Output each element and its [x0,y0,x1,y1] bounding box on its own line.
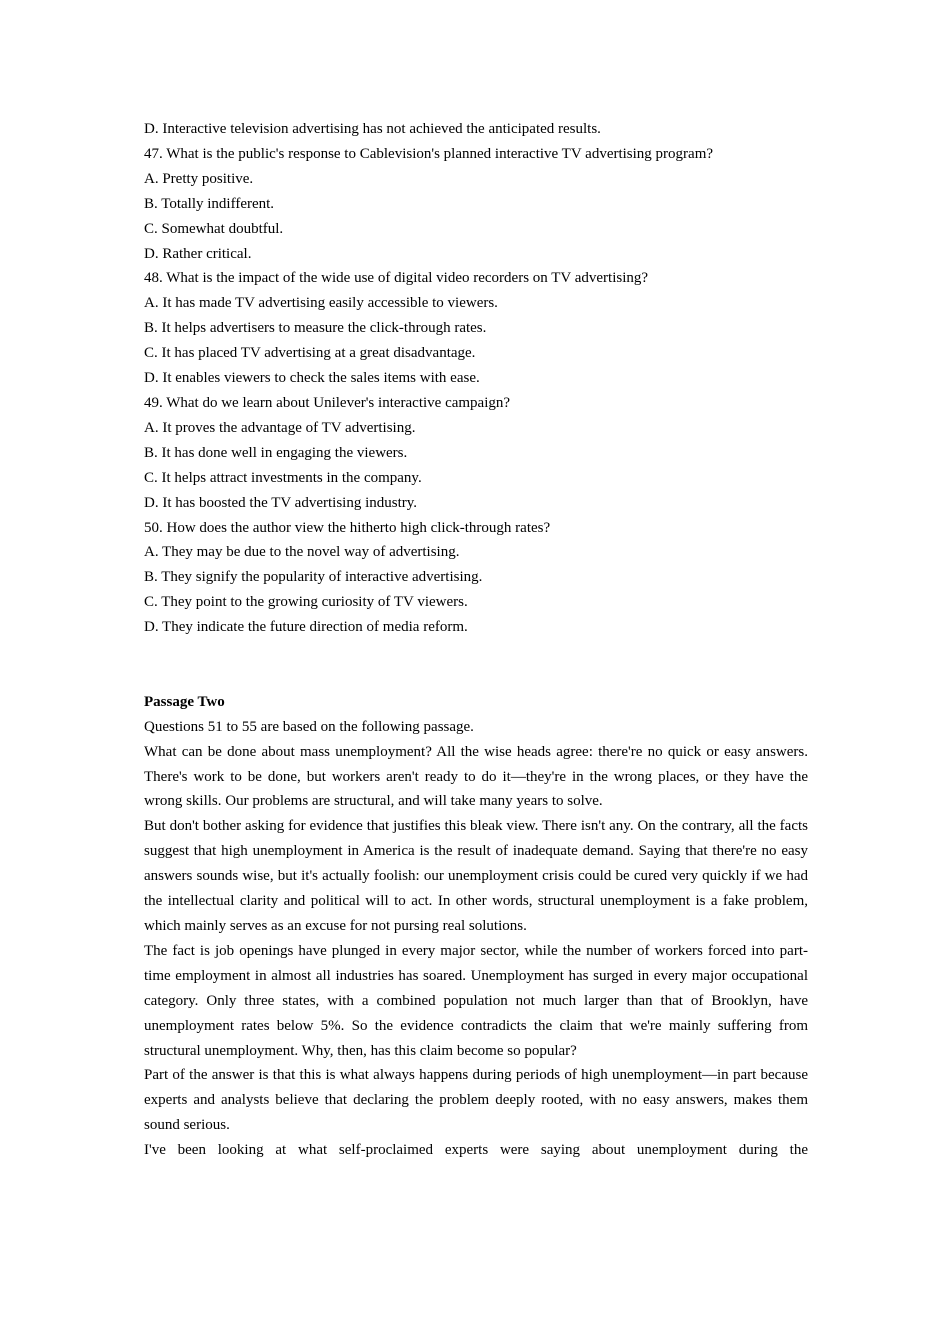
option-d: D. It enables viewers to check the sales items with ease. [144,370,480,387]
passage-paragraph: But don't bother asking for evidence that justifies this bleak view. There isn't any. On the contrary, all the facts suggest that high unemployment in America is the result of inadequate demand. Saying that there're no easy answers sounds wise, but it's actually foolish: our unemployment crisis could be cured very quickly if we had the intellectual clarity and political will to act. In other words, structural unemployment is a fake problem, which mainly serves as an excuse for not pursing real solutions. [144,818,808,934]
question-48 [144,266,808,391]
question-stem: 49. What do we learn about Unilever's interactive campaign? [144,394,511,411]
option-d: D. It has boosted the TV advertising industry. [144,494,418,511]
question-stem: 48. What is the impact of the wide use of digital video recorders on TV advertising? [144,270,649,287]
question-50 [144,516,808,641]
passage-paragraph: I've been looking at what self-proclaimed experts were saying about unemployment during the [144,1142,808,1159]
option-d: D. They indicate the future direction of media reform. [144,619,468,636]
option-c: C. They point to the growing curiosity of TV viewers. [144,594,468,611]
document-page [144,117,808,1163]
section-spacer [144,640,808,690]
passage-intro: Questions 51 to 55 are based on the following passage. [144,718,474,735]
question-stem: 50. How does the author view the hitherto high click-through rates? [144,519,551,536]
section-heading: Passage Two [144,693,225,710]
option-b: B. Totally indifferent. [144,195,275,212]
passage-two [144,690,808,1163]
option-a: A. It proves the advantage of TV advertising. [144,419,416,436]
passage-paragraph: What can be done about mass unemployment? All the wise heads agree: there're no quick or easy answers. There's work to be done, but workers aren't ready to do it—they're in the wrong places, or they have the wrong skills. Our problems are structural, and will take many years to solve. [144,743,808,810]
option-b: B. It helps advertisers to measure the click-through rates. [144,320,487,337]
question-47 [144,142,808,267]
option-d: D. Rather critical. [144,245,252,262]
option-c: C. It helps attract investments in the company. [144,469,422,486]
option-c: C. It has placed TV advertising at a great disadvantage. [144,345,476,362]
question-stem: 47. What is the public's response to Cablevision's planned interactive TV advertising program? [144,145,714,162]
passage-paragraph: The fact is job openings have plunged in every major sector, while the number of workers forced into part-time employment in almost all industries has soared. Unemployment has surged in every major occupational category. Only three states, with a combined population not much larger than that of Brooklyn, have unemployment rates below 5%. So the evidence contradicts the claim that we're mainly suffering from structural unemployment. Why, then, has this claim become so popular? [144,942,808,1059]
q46-option-d: D. Interactive television advertising has not achieved the anticipated results. [144,121,601,137]
option-a: A. They may be due to the novel way of advertising. [144,544,460,561]
option-a: A. Pretty positive. [144,170,254,187]
option-b: B. It has done well in engaging the viewers. [144,444,408,461]
option-b: B. They signify the popularity of interactive advertising. [144,569,483,586]
question-49 [144,391,808,516]
option-a: A. It has made TV advertising easily accessible to viewers. [144,295,498,312]
option-c: C. Somewhat doubtful. [144,220,284,237]
passage-paragraph: Part of the answer is that this is what always happens during periods of high unemployment—in part because experts and analysts believe that declaring the problem deeply rooted, with no easy answers, makes them sound serious. [144,1067,808,1134]
